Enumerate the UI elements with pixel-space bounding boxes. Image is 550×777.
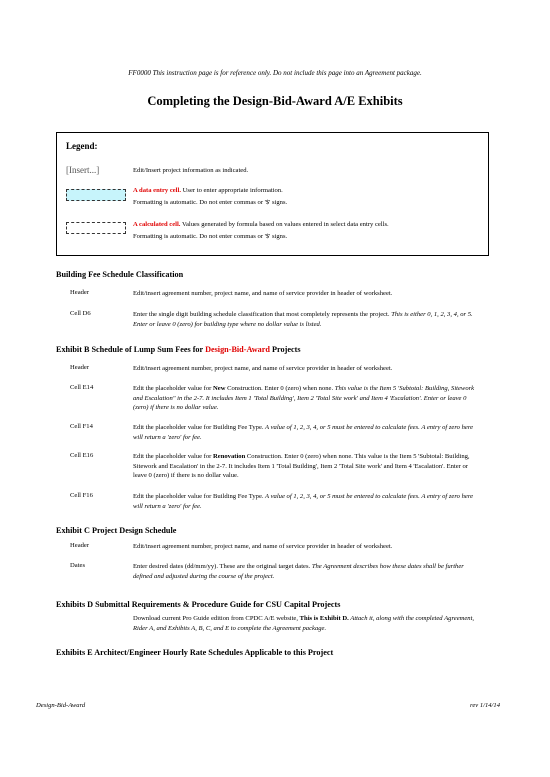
row-text: Edit the placeholder value for Building Fee Type. A value of 1, 2, 3, 4, or 5 must be entered to calculate fees. A entry of zero here will return a 'zero' for fee.	[133, 424, 474, 441]
legend-box	[56, 132, 489, 256]
page-title: Completing the Design-Bid-Award A/E Exhibits	[147, 94, 403, 108]
calculated-description	[133, 219, 389, 243]
row-text: Edit/insert agreement number, project name, and name of service provider in header of worksheet.	[133, 365, 393, 372]
data-entry-label: A data entry cell.	[133, 187, 181, 194]
row-text: Enter the single digit building schedule classification that most completely represents the project. This is either 0, 1, 2, 3, 4, or 5. Enter or leave 0 (zero) for building type where no dollar value is listed.	[133, 311, 473, 328]
footer-left: Design-Bid-Award	[36, 702, 86, 709]
calculated-swatch	[66, 222, 126, 234]
row-label: Header	[70, 364, 90, 371]
exhibit-d-text: Download current Pro Guide edition from CPDC A/E website, This is Exhibit D. Attach it, along with the completed Agreement, Rider A, and Exhibits A, B, C, and E to complete the Agreement package.	[133, 615, 475, 632]
row-label: Header	[70, 289, 90, 296]
calculated-label: A calculated cell.	[133, 221, 181, 228]
row-label: Cell F14	[70, 423, 93, 430]
row-label: Cell E16	[70, 452, 94, 459]
header-note: FF0000 This instruction page is for reference only. Do not include this page into an Agreement package.	[128, 69, 422, 77]
row-text: Enter desired dates (dd/mm/yy). These are the original target dates. The Agreement describes how these dates shall be further defined and adjusted during the course of the project.	[133, 563, 464, 580]
row-label: Cell E14	[70, 384, 94, 391]
section-building-fee-title: Building Fee Schedule Classification	[56, 270, 184, 279]
row-text: Edit the placeholder value for New Construction. Enter 0 (zero) when none. This value is the Item 5 'Subtotal: Building, Sitework and Escalation" in the 2-7. It includes Item 1 'Total Building', Item 2 'Total Site work' and Item 4 'Escalation'. Enter or leave 0 (zero) if there is no dollar value.	[133, 385, 475, 412]
section-exhibit-e-title: Exhibits E Architect/Engineer Hourly Rate Schedules Applicable to this Project	[56, 648, 334, 657]
data-entry-swatch	[66, 189, 126, 201]
row-label: Dates	[70, 562, 86, 569]
insert-description: Edit/Insert project information as indicated.	[133, 167, 249, 174]
calculated-note: Formatting is automatic. Do not enter commas or '$' signs.	[133, 233, 288, 240]
data-entry-description	[133, 185, 287, 209]
section-exhibit-c-title: Exhibit C Project Design Schedule	[56, 526, 177, 535]
row-text: Edit the placeholder value for Renovation Construction. Enter 0 (zero) when none. This value is the Item 5 'Subtotal: Building, Sitework and Escalation' in the 2-7. It includes Item 1 'Total Building', Item 2 'Total Site work' and Item 4 'Escalation'. Enter or leave 0 (zero) if there is no dollar value.	[133, 453, 470, 480]
row-label: Cell F16	[70, 492, 93, 499]
section-exhibit-b-title: Exhibit B Schedule of Lump Sum Fees for Design-Bid-Award Projects	[56, 345, 301, 354]
legend-title: Legend:	[66, 141, 98, 151]
row-label: Header	[70, 542, 90, 549]
data-entry-note: Formatting is automatic. Do not enter commas or '$' signs.	[133, 199, 288, 206]
section-exhibit-d-title: Exhibits D Submittal Requirements & Procedure Guide for CSU Capital Projects	[56, 600, 341, 609]
row-text: Edit/insert agreement number, project name, and name of service provider in header of worksheet.	[133, 543, 393, 550]
footer-right: rev 1/14/14	[470, 702, 500, 709]
calculated-desc: Values generated by formula based on values entered in select data entry cells.	[180, 221, 389, 228]
row-text: Edit/insert agreement number, project name, and name of service provider in header of worksheet.	[133, 290, 393, 297]
row-text: Edit the placeholder value for Building Fee Type. A value of 1, 2, 3, 4, or 5 must be entered to calculate fees. A entry of zero here will return a 'zero' for fee.	[133, 493, 474, 510]
row-label: Cell D6	[70, 310, 91, 317]
insert-placeholder-sample: [Insert...]	[66, 165, 100, 175]
data-entry-desc: User to enter appropriate information.	[180, 187, 283, 194]
